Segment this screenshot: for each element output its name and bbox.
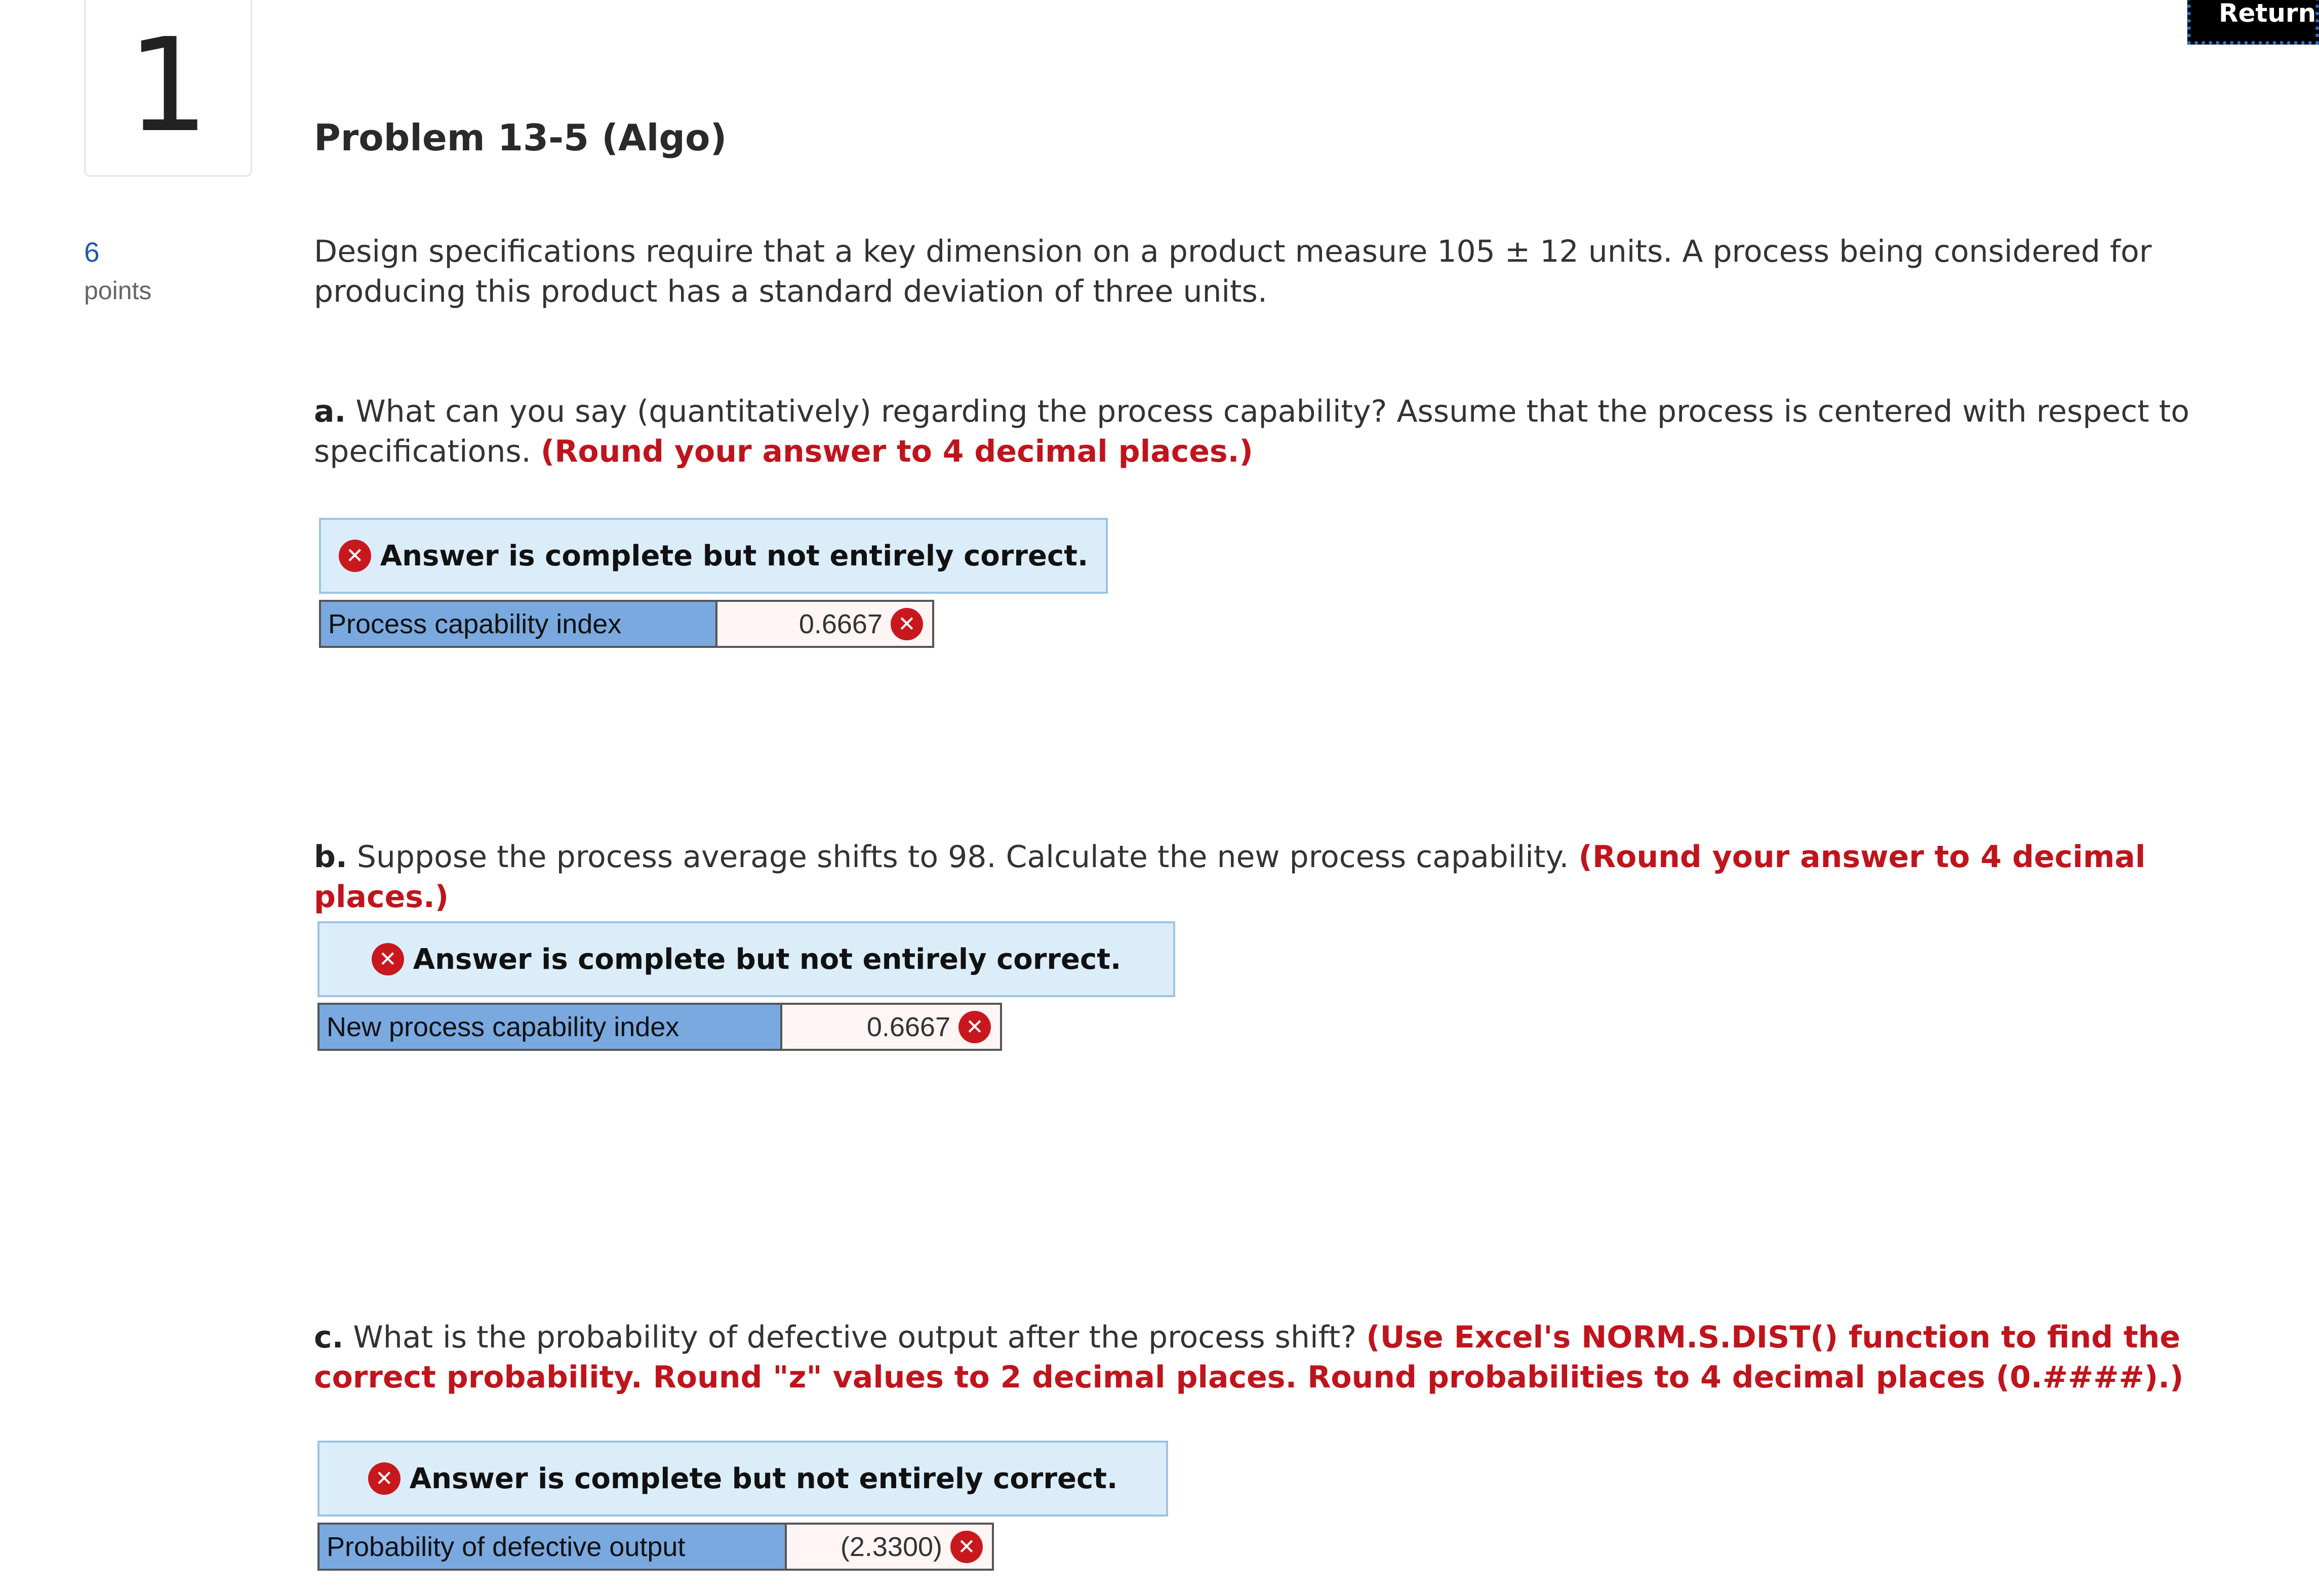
part-c-text: What is the probability of defective output after the process shift?	[343, 1320, 1367, 1355]
x-circle-icon: ✕	[950, 1531, 983, 1563]
part-a-answer-value: 0.6667	[798, 608, 883, 639]
part-b-answer-label: New process capability index	[319, 1005, 782, 1049]
part-a-prefix: a.	[314, 394, 346, 429]
part-a-status-text: Answer is complete but not entirely correct.	[380, 539, 1089, 572]
part-b-text: Suppose the process average shifts to 98. Calculate the new process capability.	[347, 839, 1579, 875]
part-c-instruction: (Use Excel's NORM.S.DIST() function to find the correct probability. Round "z" values to 2 decimal places. Round probabilities to 4 decimal places (0.####).)	[314, 1320, 2184, 1395]
part-b-question	[314, 837, 2289, 917]
part-b-status-text: Answer is complete but not entirely correct.	[413, 943, 1122, 976]
part-c-status-text: Answer is complete but not entirely correct.	[409, 1462, 1118, 1495]
part-b-status-banner	[317, 921, 1175, 997]
points-value: 6	[84, 236, 100, 268]
part-b-instruction: (Round your answer to 4 decimal places.)	[314, 839, 2146, 915]
part-a-instruction: (Round your answer to 4 decimal places.)	[540, 434, 1253, 469]
part-c-status-banner	[317, 1441, 1168, 1517]
part-c-prefix: c.	[314, 1320, 344, 1355]
part-b-answer-value: 0.6667	[866, 1011, 950, 1042]
part-b-answer-field[interactable]	[782, 1005, 1000, 1049]
x-circle-icon: ✕	[372, 943, 404, 975]
points-label: points	[84, 276, 152, 305]
part-a-answer-row	[319, 600, 934, 648]
part-a-text: What can you say (quantitatively) regarding the process capability? Assume that the process is centered with respect to specifications.	[314, 394, 2190, 469]
question-number: 1	[84, 0, 252, 177]
x-circle-icon: ✕	[891, 608, 923, 640]
part-a-answer-field[interactable]	[717, 602, 932, 646]
part-a-question	[314, 392, 2289, 472]
x-circle-icon: ✕	[958, 1011, 991, 1043]
problem-intro: Design specifications require that a key dimension on a product measure 105 ± 12 units. A process being considered for producing this product has a standard deviation of three units.	[314, 234, 2152, 309]
part-c-answer-field[interactable]	[787, 1525, 992, 1569]
part-a-status-banner	[319, 518, 1108, 594]
x-circle-icon: ✕	[339, 540, 371, 572]
part-c-answer-row	[317, 1523, 994, 1571]
part-a-answer-label: Process capability index	[321, 602, 717, 646]
part-b-prefix: b.	[314, 839, 347, 875]
x-circle-icon: ✕	[368, 1462, 401, 1495]
part-c-question	[314, 1318, 2289, 1398]
part-b-answer-row	[317, 1003, 1002, 1051]
part-c-answer-value: (2.3300)	[840, 1531, 942, 1562]
return-button[interactable]: Return	[2187, 0, 2319, 45]
part-c-answer-label: Probability of defective output	[319, 1525, 787, 1569]
problem-title: Problem 13-5 (Algo)	[314, 116, 727, 159]
